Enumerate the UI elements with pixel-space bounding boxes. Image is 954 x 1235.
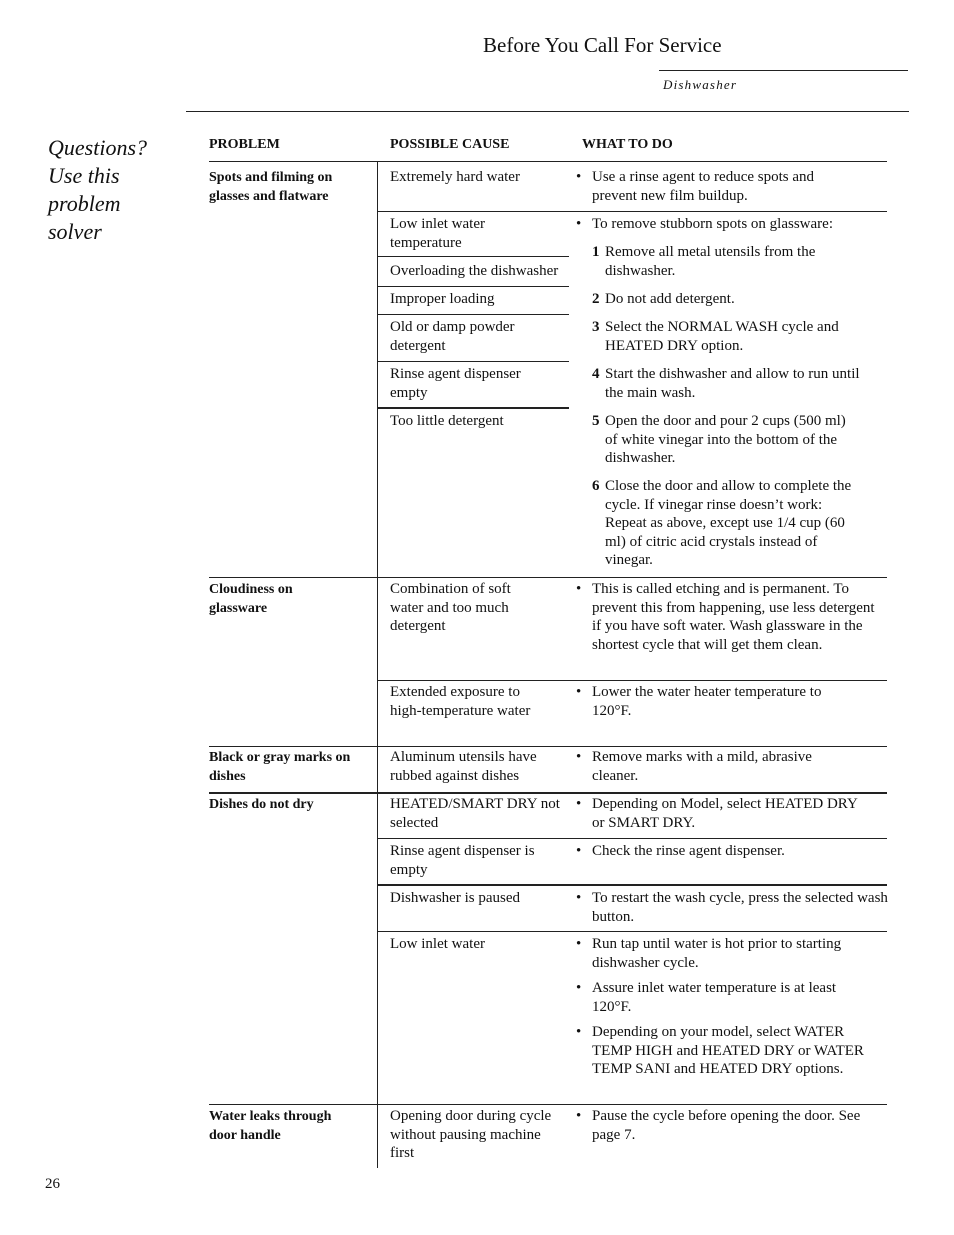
step-text: Remove all metal utensils from the dishwasher. <box>605 244 816 279</box>
todo-text: Pause the cycle before opening the door. See page 7. <box>592 1108 861 1143</box>
side-heading-line: problem <box>48 191 121 216</box>
todo-text: To remove stubborn spots on glassware: <box>592 216 833 232</box>
step-number: 6 <box>592 478 600 494</box>
row-rule <box>378 361 569 362</box>
bullet-icon: • <box>576 749 582 765</box>
problem-dry: Dishes do not dry <box>209 797 314 812</box>
step-number: 2 <box>592 291 600 307</box>
step-number: 4 <box>592 366 600 382</box>
bullet-icon: • <box>576 1024 582 1040</box>
row-rule <box>378 680 887 681</box>
row-rule <box>378 407 569 409</box>
header-divider <box>659 70 908 71</box>
problem-leaks: Water leaks through door handle <box>209 1109 332 1143</box>
bullet-icon: • <box>576 1108 582 1124</box>
top-divider <box>186 111 909 112</box>
row-rule <box>378 256 569 257</box>
todo-text: Check the rinse agent dispenser. <box>592 843 785 859</box>
step-text: Select the NORMAL WASH cycle and HEATED DRY option. <box>605 319 839 354</box>
bullet-icon: • <box>576 980 582 996</box>
bullet-icon: • <box>576 796 582 812</box>
cause-item: Rinse agent dispenser empty <box>390 366 521 401</box>
todo-text: This is called etching and is permanent. To prevent this from happening, use less detergent if you have soft water. Wash glassware in the shortest cycle that will get them clean. <box>592 581 875 653</box>
column-header-problem: PROBLEM <box>209 137 280 152</box>
problem-marks: Black or gray marks on dishes <box>209 750 351 784</box>
todo-text: Run tap until water is hot prior to starting dishwasher cycle. <box>592 936 842 971</box>
todo-text: To restart the wash cycle, press the selected wash button. <box>592 890 888 925</box>
todo-text: Use a rinse agent to reduce spots and prevent new film buildup. <box>592 169 815 204</box>
bullet-icon: • <box>576 581 582 597</box>
row-rule <box>378 931 887 932</box>
todo-text: Depending on Model, select HEATED DRY or SMART DRY. <box>592 796 858 831</box>
page-title: Before You Call For Service <box>483 33 722 57</box>
row-rule <box>209 577 887 578</box>
cause-item: Improper loading <box>390 291 495 307</box>
column-divider <box>377 161 378 1168</box>
page-number: 26 <box>45 1176 60 1192</box>
bullet-icon: • <box>576 843 582 859</box>
todo-text: Assure inlet water temperature is at least 120°F. <box>592 980 837 1015</box>
bullet-icon: • <box>576 684 582 700</box>
cause-item: Dishwasher is paused <box>390 890 520 906</box>
step-number: 3 <box>592 319 600 335</box>
table-rule <box>209 161 887 162</box>
step-number: 5 <box>592 413 600 429</box>
side-heading <box>48 134 178 246</box>
section-subtitle: Dishwasher <box>663 77 738 92</box>
row-rule <box>378 314 569 315</box>
row-rule <box>209 1104 887 1105</box>
side-heading-line: Questions? <box>48 135 147 160</box>
side-heading-line: solver <box>48 219 102 244</box>
cause-item: Combination of soft water and too much detergent <box>390 581 511 635</box>
step-text: Do not add detergent. <box>605 291 735 307</box>
cause-item: Low inlet water temperature <box>390 216 485 251</box>
row-rule <box>209 746 887 747</box>
bullet-icon: • <box>576 890 582 906</box>
column-header-cause: POSSIBLE CAUSE <box>390 137 510 152</box>
step-number: 1 <box>592 244 600 260</box>
cause-item: HEATED/SMART DRY not selected <box>390 796 560 831</box>
bullet-icon: • <box>576 216 582 232</box>
cause-item: Overloading the dishwasher <box>390 263 559 279</box>
problem-spots: Spots and filming on glasses and flatware <box>209 170 333 204</box>
row-rule <box>378 286 569 287</box>
cause-item: Extended exposure to high-temperature water <box>390 684 531 719</box>
cause-item: Extremely hard water <box>390 169 520 185</box>
problem-cloudiness: Cloudiness on glassware <box>209 582 293 616</box>
cause-item: Opening door during cycle without pausing machine first <box>390 1108 552 1162</box>
cause-item: Low inlet water <box>390 936 485 952</box>
todo-text: Lower the water heater temperature to 120°F. <box>592 684 822 719</box>
bullet-icon: • <box>576 169 582 185</box>
row-rule <box>378 884 887 886</box>
cause-item: Rinse agent dispenser is empty <box>390 843 535 878</box>
cause-item: Old or damp powder detergent <box>390 319 515 354</box>
row-rule <box>209 792 887 794</box>
step-text: Open the door and pour 2 cups (500 ml) of white vinegar into the bottom of the dishwasher. <box>605 413 846 467</box>
bullet-icon: • <box>576 936 582 952</box>
todo-text: Remove marks with a mild, abrasive cleaner. <box>592 749 812 784</box>
side-heading-line: Use this <box>48 163 120 188</box>
row-rule <box>378 838 887 839</box>
column-header-todo: WHAT TO DO <box>582 137 673 152</box>
cause-item: Aluminum utensils have rubbed against dishes <box>390 749 537 784</box>
step-text: Start the dishwasher and allow to run until the main wash. <box>605 366 860 401</box>
cause-item: Too little detergent <box>390 413 504 429</box>
step-text: Close the door and allow to complete the cycle. If vinegar rinse doesn’t work: Repeat as above, except use 1/4 cup (60 ml) of citric acid crystals instead of vinegar. <box>605 478 852 569</box>
row-rule <box>378 211 887 212</box>
todo-text: Depending on your model, select WATER TEMP HIGH and HEATED DRY or WATER TEMP SANI and HEATED DRY options. <box>592 1024 864 1078</box>
